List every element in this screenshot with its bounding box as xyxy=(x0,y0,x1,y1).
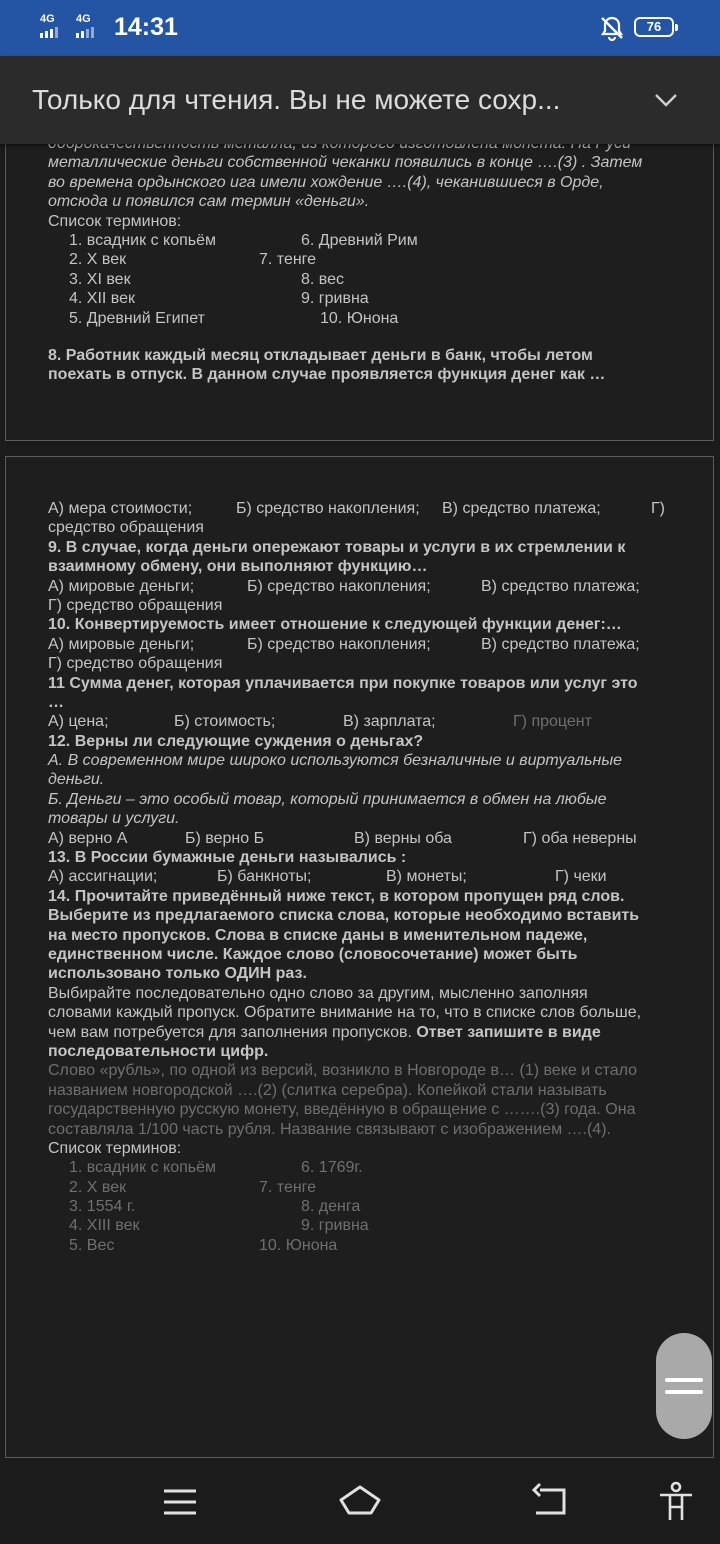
read-only-banner[interactable] xyxy=(0,56,720,144)
terms-row xyxy=(48,1236,677,1255)
question-8-cont: поехать в отпуск. В данном случае проявляется функция денег как … xyxy=(48,366,606,384)
back-icon[interactable] xyxy=(528,1480,572,1524)
option-cont: Г) средство обращения xyxy=(48,596,223,614)
signal-bars-icon xyxy=(40,27,58,38)
option: В) верны оба xyxy=(354,829,452,847)
option: А) мировые деньги; xyxy=(48,577,195,595)
term-item: 1. всадник с копьём xyxy=(69,231,216,249)
term-item: 10. Юнона xyxy=(259,1236,338,1254)
term-item: 5. Вес xyxy=(69,1236,115,1254)
question-14-cont: на место пропусков. Слова в списке даны в именительном падеже, xyxy=(48,926,588,944)
option: Г) xyxy=(651,500,665,517)
option-cont: средство обращения xyxy=(48,519,204,537)
option: Б) верно Б xyxy=(185,829,265,847)
system-nav-bar xyxy=(0,1460,720,1544)
term-item: 4. XIII век xyxy=(69,1217,140,1235)
terms-row xyxy=(48,250,677,269)
terms-heading: Список терминов: xyxy=(48,1139,182,1157)
answer-options xyxy=(48,635,677,654)
term-item: 9. гривна xyxy=(301,290,369,308)
answer-options xyxy=(48,577,677,596)
status-bar xyxy=(0,0,720,56)
option: Б) средство накопления; xyxy=(247,577,431,595)
handle-line xyxy=(665,1390,703,1394)
signal-sim1 xyxy=(40,14,58,38)
terms-row xyxy=(48,231,677,250)
option: Г) чеки xyxy=(555,868,607,886)
statement-a: А. В современном мире широко используются безналичные и виртуальные xyxy=(48,752,622,770)
instruction-line xyxy=(48,1023,677,1042)
option: А) верно А xyxy=(48,829,128,847)
instruction-bold-cont: последовательности цифр. xyxy=(48,1042,269,1060)
term-item: 8. денга xyxy=(301,1198,361,1216)
term-item: 10. Юнона xyxy=(320,309,399,327)
document-page-1 xyxy=(5,120,714,441)
handle-line xyxy=(665,1378,703,1382)
statement-b: Б. Деньги – это особый товар, который принимается в обмен на любые xyxy=(48,790,607,808)
document-page-2 xyxy=(5,456,714,1458)
terms-row xyxy=(48,1216,677,1235)
chevron-down-icon[interactable] xyxy=(652,86,680,114)
option: В) средство платежа; xyxy=(481,635,640,653)
term-item: 3. 1554 г. xyxy=(69,1198,136,1216)
banner-title: Только для чтения. Вы не можете сохр... xyxy=(32,84,561,115)
term-item: 3. XI век xyxy=(69,270,131,288)
network-type-2: 4G xyxy=(76,13,91,25)
question-9: 9. В случае, когда деньги опережают товары и услуги в их стремлении к xyxy=(48,538,626,556)
scroll-handle[interactable] xyxy=(656,1333,712,1439)
gap-text-line: составляла 1/100 часть рубля. Название связывают с изображением ….(4). xyxy=(48,1120,611,1138)
term-item: 2. X век xyxy=(69,251,127,269)
option: Г) процент xyxy=(513,713,592,731)
home-icon[interactable] xyxy=(338,1480,382,1524)
instruction-text: чем вам потребуется для заполнения пропусков. xyxy=(48,1023,412,1041)
terms-row xyxy=(48,1178,677,1197)
option: Б) банкноты; xyxy=(217,868,312,886)
option: А) цена; xyxy=(48,713,109,731)
terms-row xyxy=(48,270,677,289)
battery-indicator: 76 xyxy=(634,17,674,37)
term-item: 7. тенге xyxy=(259,1178,317,1196)
text-line: отсюда и появился сам термин «деньги». xyxy=(48,193,370,211)
terms-row xyxy=(48,289,677,308)
menu-icon[interactable] xyxy=(158,1480,202,1524)
term-item: 2. X век xyxy=(69,1178,127,1196)
instruction-bold: Ответ запишите в виде xyxy=(416,1023,601,1041)
question-10: 10. Конвертируемость имеет отношение к следующей функции денег:… xyxy=(48,616,622,634)
option: Б) стоимость; xyxy=(174,713,276,731)
network-type-1: 4G xyxy=(40,13,55,25)
terms-row xyxy=(48,1197,677,1216)
question-14-cont: Выберите из предлагаемого списка слова, которые необходимо вставить xyxy=(48,907,640,925)
answer-options xyxy=(48,499,677,518)
terms-row xyxy=(48,1158,677,1177)
question-14-cont: единственном числе. Каждое слово (словосочетание) может быть xyxy=(48,945,578,963)
clock: 14:31 xyxy=(114,13,178,41)
question-11: 11 Сумма денег, которая уплачивается при покупке товаров или услуг это xyxy=(48,674,638,692)
bell-muted-icon xyxy=(598,14,626,42)
question-11-cont: … xyxy=(48,693,64,711)
question-9-cont: взаимному обмену, они выполняют функцию… xyxy=(48,558,428,576)
option: В) зарплата; xyxy=(343,713,436,731)
question-12: 12. Верны ли следующие суждения о деньгах? xyxy=(48,732,424,750)
option: Б) средство накопления; xyxy=(236,500,420,517)
term-item: 8. вес xyxy=(301,270,345,288)
terms-heading: Список терминов: xyxy=(48,212,182,230)
option: В) монеты; xyxy=(386,868,467,886)
page-2-content xyxy=(48,499,677,1255)
term-item: 9. гривна xyxy=(301,1217,369,1235)
option-cont: Г) средство обращения xyxy=(48,655,223,673)
question-14: 14. Прочитайте приведённый ниже текст, в котором пропущен ряд слов. xyxy=(48,887,625,905)
instruction-line: Выбирайте последовательно одно слово за другим, мысленно заполняя xyxy=(48,984,588,1002)
page-1-content xyxy=(48,134,677,385)
gap-text-line: названием новгородской ….(2) (слитка серебра). Копейкой стали называть xyxy=(48,1081,607,1099)
accessibility-icon[interactable] xyxy=(654,1480,698,1524)
term-item: 4. XII век xyxy=(69,290,136,308)
text-line: во времена ордынского ига имели хождение ….(4), чеканившиеся в Орде, xyxy=(48,173,604,191)
signal-bars-icon xyxy=(76,27,94,38)
text-line: металлические деньги собственной чеканки появились в конце ….(3) . Затем xyxy=(48,154,643,172)
option: В) средство платежа; xyxy=(481,577,640,595)
term-item: 6. Древний Рим xyxy=(301,231,418,249)
instruction-line: словами каждый пропуск. Обратите внимание на то, что в списке слов больше, xyxy=(48,1004,642,1022)
question-13: 13. В России бумажные деньги назывались : xyxy=(48,849,407,867)
option: А) ассигнации; xyxy=(48,868,158,886)
option: Г) оба неверны xyxy=(523,829,637,847)
question-8: 8. Работник каждый месяц откладывает деньги в банк, чтобы летом xyxy=(48,346,593,364)
option: А) мировые деньги; xyxy=(48,635,195,653)
gap-text-line: государственную русскую монету, введённую в обращение с …….(3) года. Она xyxy=(48,1101,636,1119)
option: А) мера стоимости; xyxy=(48,500,193,517)
term-item: 5. Древний Египет xyxy=(69,309,205,327)
term-item: 6. 1769г. xyxy=(301,1159,363,1177)
answer-options xyxy=(48,829,677,848)
question-14-cont: использовано только ОДИН раз. xyxy=(48,965,307,983)
answer-options xyxy=(48,712,677,731)
answer-options xyxy=(48,867,677,886)
signal-sim2 xyxy=(76,14,94,38)
term-item: 1. всадник с копьём xyxy=(69,1159,216,1177)
option: Б) средство накопления; xyxy=(247,635,431,653)
gap-text-line: Слово «рубль», по одной из версий, возникло в Новгороде в… (1) веке и стало xyxy=(48,1062,638,1080)
term-item: 7. тенге xyxy=(259,251,317,269)
statement-a-cont: деньги. xyxy=(48,771,105,789)
statement-b-cont: товары и услуги. xyxy=(48,810,180,828)
option: В) средство платежа; xyxy=(442,500,601,517)
terms-row xyxy=(48,309,677,328)
